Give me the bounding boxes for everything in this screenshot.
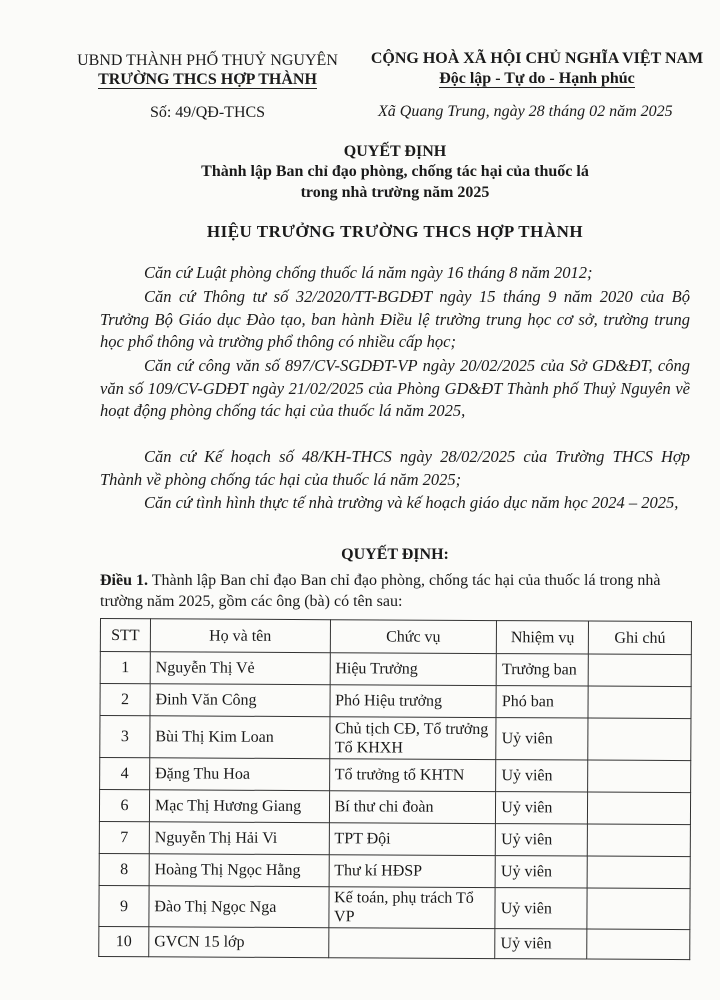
- table-cell: GVCN 15 lớp: [149, 927, 329, 958]
- table-cell: Phó ban: [496, 686, 588, 718]
- table-row: [100, 758, 691, 793]
- table-cell: [587, 856, 690, 889]
- basis-4: [100, 446, 690, 491]
- table-row: [99, 885, 690, 929]
- basis-2: [100, 286, 690, 354]
- table-cell: Uỷ viên: [495, 888, 587, 929]
- article-label: Điều 1.: [100, 572, 148, 589]
- table-row: [99, 821, 690, 856]
- table-cell: 1: [100, 652, 150, 684]
- basis-text: Căn cứ Kế hoạch số 48/KH-THCS ngày 28/02/2025 của Trường THCS Hợp Thành về phòng chống tác hại của thuốc lá năm 2025;: [100, 447, 690, 489]
- table-cell: TPT Đội: [329, 823, 496, 856]
- column-header: Họ và tên: [150, 619, 330, 653]
- table-cell: Uỷ viên: [496, 760, 588, 792]
- column-header: Nhiệm vụ: [497, 621, 589, 654]
- table-cell: 7: [99, 821, 149, 853]
- decision-heading: QUYẾT ĐỊNH:: [341, 546, 449, 563]
- table-cell: 8: [99, 853, 149, 885]
- table-cell: [588, 718, 691, 761]
- basis-5: [100, 492, 690, 515]
- table-cell: [588, 792, 691, 825]
- table-cell: Đinh Văn Công: [150, 684, 330, 717]
- table-cell: Đào Thị Ngọc Nga: [149, 886, 329, 928]
- table-row: [99, 790, 690, 825]
- table-cell: Chủ tịch CĐ, Tổ trưởng Tổ KHXH: [329, 717, 496, 760]
- table-cell: Uỷ viên: [495, 929, 587, 959]
- table-cell: Trưởng ban: [496, 654, 588, 686]
- table-cell: [588, 686, 691, 719]
- table-header-row: [100, 619, 691, 655]
- document-title: QUYẾT ĐỊNH: [343, 143, 447, 160]
- column-header: STT: [100, 619, 150, 652]
- document-subtitle-1: Thành lập Ban chỉ đạo phòng, chống tác hại của thuốc lá: [201, 163, 589, 180]
- table-cell: Bùi Thị Kim Loan: [150, 716, 330, 759]
- table-cell: Uỷ viên: [496, 824, 588, 856]
- school-name-text: TRƯỜNG THCS HỢP THÀNH: [98, 71, 317, 88]
- table-row: [100, 684, 691, 719]
- motto: [352, 70, 720, 88]
- table-cell: Uỷ viên: [495, 856, 587, 888]
- table-cell: Kế toán, phụ trách Tổ VP: [328, 887, 495, 929]
- table-cell: Hoàng Thị Ngọc Hằng: [149, 854, 329, 887]
- table-cell: Đặng Thu Hoa: [150, 758, 330, 791]
- table-row: [99, 926, 690, 959]
- national-title: CỘNG HOÀ XÃ HỘI CHỦ NGHĨA VIỆT NAM: [370, 50, 704, 67]
- column-header: Chức vụ: [330, 620, 497, 654]
- table-cell: Tổ trưởng tổ KHTN: [329, 759, 496, 792]
- table-cell: Uỷ viên: [496, 792, 588, 824]
- table-cell: 4: [100, 758, 150, 790]
- place-date: Xã Quang Trung, ngày 28 tháng 02 năm 2025: [378, 103, 673, 120]
- table-cell: [587, 888, 690, 930]
- table-row: [100, 716, 691, 761]
- table-cell: [587, 929, 690, 960]
- table-cell: Uỷ viên: [496, 718, 588, 760]
- table-cell: 6: [99, 790, 149, 822]
- table-cell: 3: [100, 716, 150, 758]
- basis-text: Căn cứ Thông tư số 32/2020/TT-BGDĐT ngày 15 tháng 9 năm 2020 của Bộ Trưởng Bộ Giáo dục Đào tạo, ban hành Điều lệ trường trung học cơ sở, trường trung học phổ thông và trường phổ thông có nhiều cấp học;: [100, 287, 690, 351]
- authority-heading: HIỆU TRƯỞNG TRƯỜNG THCS HỢP THÀNH: [206, 222, 584, 241]
- basis-text: Căn cứ công văn số 897/CV-SGDĐT-VP ngày 20/02/2025 của Sở GD&ĐT, công văn số 109/CV-GDĐT ngày 21/02/2025 của Phòng GD&ĐT Thành phố Thuỷ Nguyên về hoạt động phòng chống tác hại của thuốc lá năm 2025,: [100, 356, 690, 420]
- committee-table: [98, 618, 692, 960]
- table-cell: [588, 654, 691, 687]
- table-cell: 2: [100, 684, 150, 716]
- document-subtitle-2: trong nhà trường năm 2025: [300, 184, 490, 201]
- basis-text: Căn cứ tình hình thực tế nhà trường và kế hoạch giáo dục năm học 2024 – 2025,: [144, 493, 679, 512]
- table-cell: Nguyễn Thị Vẻ: [150, 652, 330, 685]
- school-name: [70, 71, 345, 89]
- table-row: [99, 853, 690, 888]
- table-cell: Nguyễn Thị Hải Vi: [149, 822, 329, 855]
- basis-text: Căn cứ Luật phòng chống thuốc lá năm ngày 16 tháng 8 năm 2012;: [144, 263, 593, 282]
- document-number: Số: 49/QĐ-THCS: [149, 104, 266, 121]
- table-cell: 10: [99, 926, 149, 956]
- article-1: [100, 570, 690, 612]
- column-header: Ghi chú: [588, 621, 691, 655]
- basis-1: [100, 262, 690, 285]
- table-cell: Mạc Thị Hương Giang: [149, 790, 329, 823]
- table-cell: [328, 928, 495, 959]
- table-cell: Phó Hiệu trưởng: [330, 685, 497, 718]
- basis-3: [100, 355, 690, 423]
- motto-text: Độc lập - Tự do - Hạnh phúc: [439, 70, 635, 87]
- issuing-authority: UBND THÀNH PHỐ THUỶ NGUYÊN: [77, 52, 338, 69]
- table-cell: Hiệu Trưởng: [330, 653, 497, 686]
- table-cell: 9: [99, 885, 149, 926]
- table-row: [100, 652, 691, 687]
- article-text: Thành lập Ban chỉ đạo Ban chỉ đạo phòng, chống tác hại của thuốc lá trong nhà trường năm 2025, gồm các ông (bà) có tên sau:: [100, 572, 661, 610]
- table-cell: [588, 760, 691, 793]
- table-cell: Thư kí HĐSP: [329, 855, 496, 888]
- table-cell: Bí thư chi đoàn: [329, 791, 496, 824]
- table-cell: [587, 824, 690, 857]
